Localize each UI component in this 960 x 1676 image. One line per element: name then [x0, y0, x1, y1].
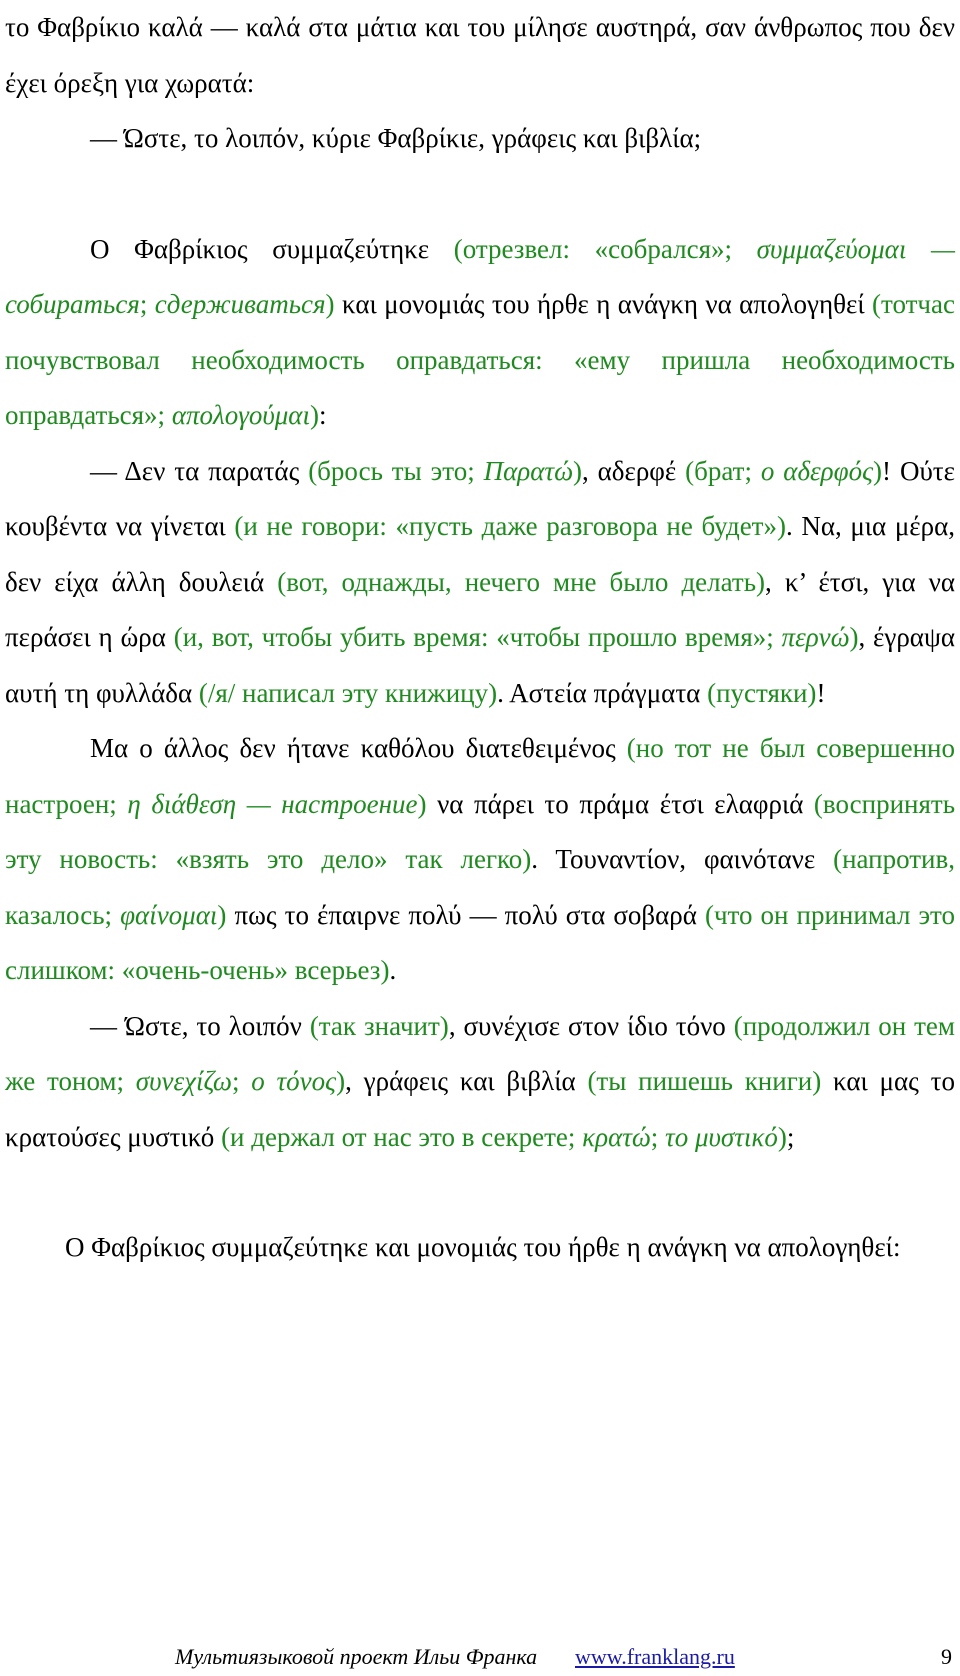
translation-text-run: κρατώ [582, 1121, 651, 1152]
translation-text-run: (вот, однажды, нечего мне было делать) [277, 566, 766, 597]
paragraph-7 [5, 1220, 955, 1276]
translation-text-run: ) [309, 400, 319, 430]
paragraph-1 [5, 0, 955, 111]
translation-text-run: (так значит) [309, 1010, 449, 1041]
page-number: 9 [941, 1644, 952, 1669]
greek-text-run: . Αστεία πράγματα [497, 677, 708, 708]
translation-text-run: ) [325, 289, 335, 319]
translation-text-run: ) [217, 899, 227, 930]
translation-text-run: (тотчас почувствовал необходимость оправдаться: «ему пришла необходимость оправдаться»; [5, 289, 955, 430]
paragraph-5 [5, 721, 955, 999]
translation-text-run: (продолжил он тем же тоном; [5, 1010, 956, 1096]
greek-text-run: : [318, 400, 327, 430]
greek-text-run: . Να, μια μέρα, δεν είχα άλλη δουλειά [5, 511, 955, 597]
translation-text-run: ) [849, 622, 859, 652]
translation-text-run: συμμαζεύομαι — собираться [5, 233, 955, 319]
translation-text-run: το μυστικό [665, 1121, 778, 1152]
translation-text-run: (ты пишешь книги) [587, 1066, 822, 1096]
translation-text-run: απολογούμαι [171, 400, 310, 430]
greek-text-run: το Φαβρίκιο καλά — καλά στα μάτια και του μίλησε αυστηρά, σαν άνθρωπος που δεν έχει όρεξη για χωρατά: [5, 12, 955, 98]
translation-text-run: ; [231, 1066, 252, 1096]
paragraph-4 [5, 444, 955, 722]
greek-text-run: , έγραψα αυτή τη φυλλάδα [5, 622, 955, 708]
translation-text-run: (пустяки) [707, 677, 817, 708]
translation-text-run: ; [650, 1121, 666, 1152]
translation-text-run: ) [572, 455, 582, 486]
translation-text-run: η διάθεση — настроение [127, 788, 418, 819]
greek-text-run: — Ώστε, το λοιπόν [90, 1010, 310, 1041]
greek-text-run: ! [816, 677, 826, 708]
paragraph-6 [5, 999, 955, 1166]
translation-text-run: (брат; [685, 455, 761, 486]
greek-text-run: , συνέχισε στον ίδιο τόνο [448, 1010, 734, 1041]
greek-text-run: , αδερφέ [581, 455, 686, 486]
greek-text-run: ; [786, 1121, 795, 1152]
translation-text-run: (и держал от нас это в секрете; [221, 1121, 583, 1152]
translation-text-run: ο αδερφός [760, 455, 874, 486]
paragraph-3 [5, 222, 955, 444]
translation-text-run: συνεχίζω [135, 1066, 232, 1096]
translation-text-run: (что он принимал это слишком: «очень-очень» всерьез) [5, 899, 955, 985]
footer-website-link[interactable]: www.franklang.ru [575, 1644, 735, 1669]
translation-text-run: ) [417, 788, 427, 819]
translation-text-run: ) [777, 1121, 787, 1152]
translation-text-run: (/я/ написал эту книжицу) [198, 677, 498, 708]
translation-text-run: Παρατώ [483, 455, 573, 486]
translation-text-run: ο τόνος [251, 1066, 337, 1096]
paragraph-2 [5, 111, 955, 167]
greek-text-run: και μονομιάς του ήρθε η ανάγκη να απολογηθεί [334, 289, 873, 319]
greek-text-run: και μας το κρατούσες μυστικό [5, 1066, 955, 1152]
greek-text-run: Ο Φαβρίκιος συμμαζεύτηκε [90, 233, 454, 264]
greek-text-run: , γράφεις και βιβλία [345, 1066, 588, 1096]
translation-text-run: φαίνομαι [120, 899, 218, 930]
translation-text-run: περνώ [781, 622, 850, 652]
translation-text-run: (и, вот, чтобы убить время: «чтобы прошло время»; [173, 622, 782, 652]
translation-text-run: ) [873, 455, 883, 486]
translation-text-run: сдерживаться [154, 289, 326, 319]
greek-text-run: να πάρει το πράμα έτσι ελαφριά [426, 788, 814, 819]
translation-text-run: ) [336, 1066, 346, 1096]
greek-text-run: Ο Φαβρίκιος συμμαζεύτηκε και μονομιάς του ήρθε η ανάγκη να απολογηθεί: [65, 1232, 901, 1262]
translation-text-run: (брось ты это; [308, 455, 484, 486]
greek-text-run: . [389, 955, 397, 985]
greek-text-run: , κ’ έτσι, για να περάσει η ώρα [5, 566, 955, 652]
greek-text-run: Μα ο άλλος δεν ήτανε καθόλου διατεθειμένος [90, 733, 627, 763]
translation-text-run: (и не говори: «пусть даже разговора не будет») [234, 511, 786, 541]
translation-text-run: (отрезвел: «собрался»; [453, 233, 757, 264]
document-page [5, 0, 955, 1276]
greek-text-run: — Δεν τα παρατάς [90, 455, 309, 486]
footer-project-name: Мультиязыковой проект Ильи Франка [175, 1644, 538, 1669]
page-footer [0, 1644, 960, 1674]
greek-text-run: πως το έπαιρνε πολύ — πολύ στα σοβαρά [226, 899, 705, 930]
translation-text-run: ; [139, 289, 155, 319]
greek-text-run: . Τουναντίον, φαινότανε [531, 844, 834, 874]
translation-text-run: (воспринять эту новость: «взять это дело» так легко) [5, 788, 956, 874]
translation-text-run: (но тот не был совершенно настроен; [5, 733, 955, 819]
translation-text-run: (напротив, казалось; [5, 844, 955, 930]
greek-text-run: — Ώστε, το λοιπόν, κύριε Φαβρίκιε, γράφεις και βιβλία; [90, 123, 702, 153]
greek-text-run: ! Ούτε κουβέντα να γίνεται [5, 455, 955, 541]
